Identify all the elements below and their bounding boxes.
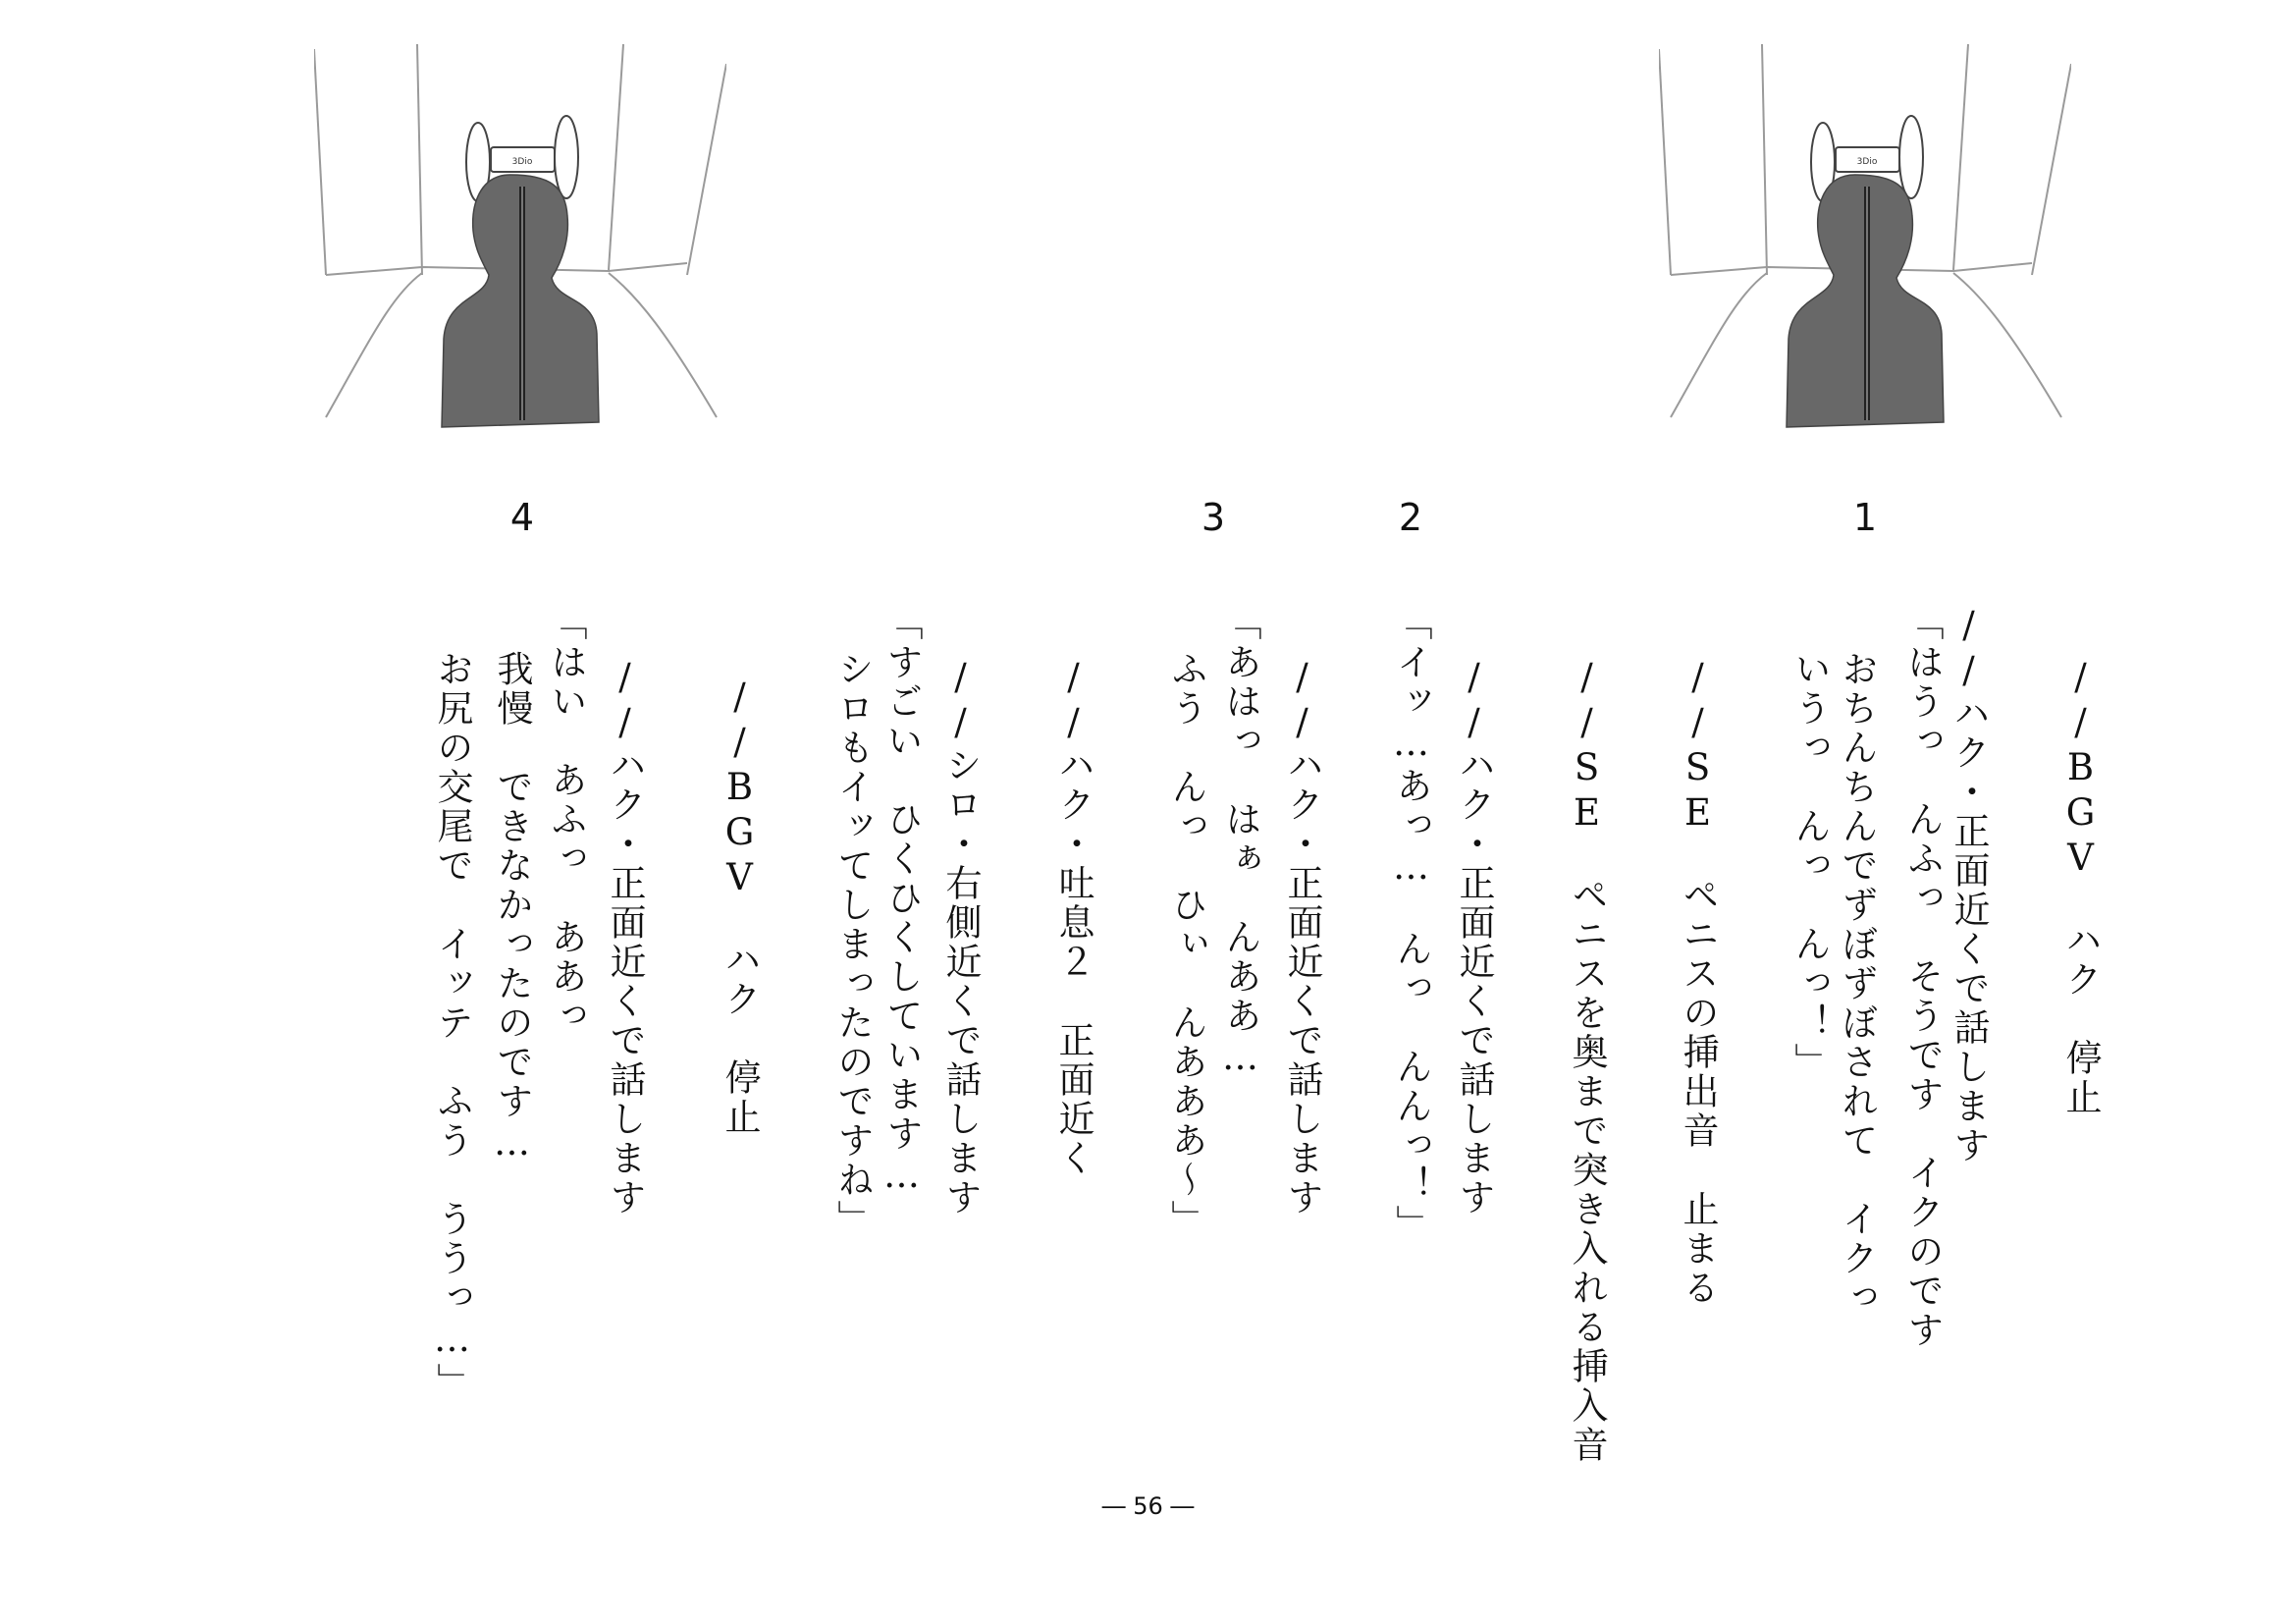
section-number-1: 1: [1852, 496, 1878, 539]
script-line: //SE ペニスを奥まで突き入れる挿入音: [1566, 656, 1608, 1465]
script-line: //ハク・正面近くで話します: [1281, 656, 1323, 1218]
script-line: おちんちんでずぼずぼされて イクっ: [1836, 650, 1878, 1318]
illustration-left: [314, 39, 726, 432]
script-line: 「あはっ はぁ んああ…: [1219, 604, 1261, 1081]
illustration-left-label: 3Dio: [511, 157, 533, 167]
script-line: //BGV ハク 停止: [2059, 656, 2102, 1117]
section-number-3: 3: [1201, 496, 1226, 539]
script-line: //シロ・右側近くで話します: [939, 656, 982, 1218]
script-line: //ハク・吐息２ 正面近く: [1052, 656, 1095, 1178]
script-line: 「はい あふっ ああっ: [545, 604, 587, 1036]
script-line: //ハク・正面近くで話します: [1948, 604, 1990, 1165]
section-number-2: 2: [1398, 496, 1423, 539]
illustration-right: [1659, 39, 2071, 432]
script-line: //ハク・正面近くで話します: [1453, 656, 1495, 1218]
script-line: //ハク・正面近くで話します: [604, 656, 646, 1218]
script-line: シロもイッてしまったのですね」: [831, 650, 874, 1239]
script-line: ふう んっ ひぃ んあああ～」: [1165, 650, 1207, 1239]
illustration-right-label: 3Dio: [1856, 157, 1878, 167]
page-number: ― 56 ―: [1101, 1492, 1195, 1520]
script-line: 「はうっ んふっ そうです イクのです: [1901, 604, 1944, 1350]
script-line: //SE ペニスの挿出音 止まる: [1677, 656, 1719, 1308]
script-line: いうっ んっ んっ！」: [1789, 650, 1831, 1082]
script-line: 「すごい ひくひくしています…: [881, 604, 923, 1199]
section-number-4: 4: [509, 496, 535, 539]
script-line: 我慢 できなかったのです…: [491, 650, 533, 1166]
script-line: //BGV ハク 停止: [719, 676, 761, 1137]
script-line: 「イッ…あっ… んっ んんっ！」: [1390, 604, 1432, 1244]
script-line: お尻の交尾で イッテ ふう ううっ…」: [431, 650, 473, 1402]
